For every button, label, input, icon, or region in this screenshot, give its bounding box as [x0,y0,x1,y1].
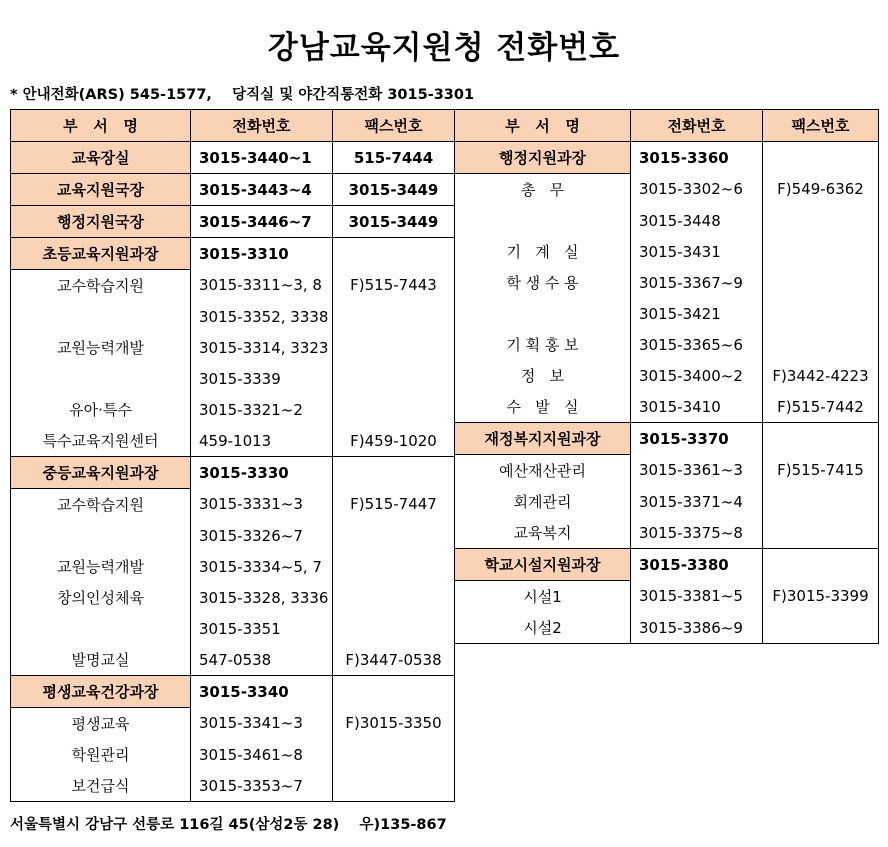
right-directory-table [454,109,879,644]
fax-cell-empty [333,457,455,489]
header-phone: 전화번호 [191,110,333,142]
dept-fax: 3015-3449 [333,174,455,206]
table-row [455,391,879,423]
unit-phone: 3015-3410 [631,391,763,423]
table-row [11,394,455,425]
fax-cell-empty [763,423,879,455]
unit-phone: 3015-3328, 3336 [191,582,333,613]
unit-phone: 3015-3365~6 [631,329,763,360]
dept-name: 초등교육지원과장 [11,238,191,270]
dept-fax: 515-7444 [333,142,455,174]
address-line: 서울특별시 강남구 선릉로 116길 45(삼성2동 28) 우)135-867 [10,817,447,833]
unit-name: 예산재산관리 [455,455,631,487]
unit-phone: 3015-3361~3 [631,455,763,487]
dept-phone: 3015-3360 [631,142,763,174]
left-directory-table [10,109,455,802]
table-row [11,270,455,302]
unit-phone: 3015-3341~3 [191,708,333,740]
unit-name: 교수학습지원 [11,270,191,302]
unit-phone: 3015-3351 [191,613,333,644]
fax-cell-empty [763,205,879,236]
unit-name: 회계관리 [455,486,631,517]
unit-name: 정 보 [455,360,631,391]
table-row [11,301,455,332]
header-row [455,110,879,142]
header-dept: 부 서 명 [11,110,191,142]
fax-cell-empty [333,238,455,270]
dept-phone: 3015-3440~1 [191,142,333,174]
fax-cell-empty [763,236,879,267]
table-row [11,770,455,802]
table-row [11,739,455,770]
table-row [455,486,879,517]
info-line: * 안내전화(ARS) 545-1577, 당직실 및 야간직통전화 3015-3301 [10,87,475,103]
dept-phone: 3015-3446~7 [191,206,333,238]
unit-phone: 3015-3386~9 [631,612,763,644]
table-row [11,489,455,521]
unit-fax: F)3015-3350 [333,708,455,740]
dept-phone: 3015-3310 [191,238,333,270]
page-title: 강남교육지원청 전화번호 [267,30,621,66]
fax-cell-empty [333,551,455,582]
table-row [455,329,879,360]
table-row [11,551,455,582]
table-row [455,581,879,613]
unit-name [455,205,631,236]
unit-name: 평생교육 [11,708,191,740]
table-row [11,363,455,394]
unit-fax: F)515-7443 [333,270,455,302]
dept-name: 교육지원국장 [11,174,191,206]
dept-name: 재정복지지원과장 [455,423,631,455]
fax-cell-empty [333,394,455,425]
dept-name: 중등교육지원과장 [11,457,191,489]
table-row [11,238,455,270]
dept-phone: 3015-3330 [191,457,333,489]
fax-cell-empty [333,363,455,394]
table-row [455,423,879,455]
unit-name: 보건급식 [11,770,191,802]
unit-name [11,520,191,551]
fax-cell-empty [763,517,879,549]
fax-cell-empty [333,739,455,770]
unit-phone: 3015-3461~8 [191,739,333,770]
table-row [455,236,879,267]
dept-phone: 3015-3443~4 [191,174,333,206]
dept-name: 교육장실 [11,142,191,174]
fax-cell-empty [763,298,879,329]
dept-phone: 3015-3340 [191,676,333,708]
unit-phone: 3015-3302~6 [631,174,763,206]
unit-fax: F)515-7447 [333,489,455,521]
dept-name: 행정지원과장 [455,142,631,174]
table-row [11,613,455,644]
table-row [11,644,455,676]
dept-fax: 3015-3449 [333,206,455,238]
table-row [11,708,455,740]
unit-phone: 3015-3339 [191,363,333,394]
table-row [11,425,455,457]
table-row [11,206,455,238]
unit-name: 수 발 실 [455,391,631,423]
dept-name: 행정지원국장 [11,206,191,238]
unit-name [11,613,191,644]
table-row [455,612,879,644]
table-row [455,267,879,298]
unit-phone: 459-1013 [191,425,333,457]
table-row [455,174,879,206]
unit-name: 교원능력개발 [11,551,191,582]
table-row [11,457,455,489]
unit-name: 학 생 수 용 [455,267,631,298]
unit-fax: F)459-1020 [333,425,455,457]
unit-phone: 3015-3448 [631,205,763,236]
unit-phone: 3015-3353~7 [191,770,333,802]
unit-fax: F)3015-3399 [763,581,879,613]
table-row [455,142,879,174]
table-row [455,517,879,549]
unit-phone: 3015-3367~9 [631,267,763,298]
unit-phone: 3015-3431 [631,236,763,267]
unit-name: 특수교육지원센터 [11,425,191,457]
unit-phone: 3015-3331~3 [191,489,333,521]
unit-name: 총 무 [455,174,631,206]
unit-phone: 3015-3381~5 [631,581,763,613]
table-row [11,520,455,551]
unit-name [455,298,631,329]
unit-phone: 3015-3371~4 [631,486,763,517]
fax-cell-empty [763,267,879,298]
dept-phone: 3015-3370 [631,423,763,455]
table-row [455,205,879,236]
header-fax: 팩스번호 [763,110,879,142]
unit-name: 교육복지 [455,517,631,549]
fax-cell-empty [333,520,455,551]
table-row [455,360,879,391]
dept-name: 학교시설지원과장 [455,549,631,581]
unit-phone: 3015-3326~7 [191,520,333,551]
header-dept: 부 서 명 [455,110,631,142]
unit-name: 창의인성체육 [11,582,191,613]
fax-cell-empty [763,612,879,644]
unit-fax: F)515-7442 [763,391,879,423]
unit-phone: 3015-3314, 3323 [191,332,333,363]
fax-cell-empty [763,142,879,174]
unit-name [11,363,191,394]
unit-phone: 3015-3400~2 [631,360,763,391]
dept-name: 평생교육건강과장 [11,676,191,708]
unit-name: 기 획 홍 보 [455,329,631,360]
fax-cell-empty [763,486,879,517]
header-phone: 전화번호 [631,110,763,142]
table-row [11,174,455,206]
table-row [11,142,455,174]
table-row [455,298,879,329]
unit-name: 시설1 [455,581,631,613]
unit-name: 교수학습지원 [11,489,191,521]
table-row [11,582,455,613]
unit-phone: 3015-3311~3, 8 [191,270,333,302]
unit-fax: F)3442-4223 [763,360,879,391]
fax-cell-empty [333,613,455,644]
unit-phone: 3015-3375~8 [631,517,763,549]
fax-cell-empty [333,676,455,708]
unit-name: 교원능력개발 [11,332,191,363]
dept-phone: 3015-3380 [631,549,763,581]
unit-phone: 547-0538 [191,644,333,676]
unit-name: 학원관리 [11,739,191,770]
unit-name: 기 계 실 [455,236,631,267]
table-row [455,549,879,581]
table-row [11,332,455,363]
fax-cell-empty [333,770,455,802]
fax-cell-empty [763,329,879,360]
unit-fax: F)549-6362 [763,174,879,206]
unit-fax: F)515-7415 [763,455,879,487]
fax-cell-empty [333,582,455,613]
header-fax: 팩스번호 [333,110,455,142]
unit-name: 유아·특수 [11,394,191,425]
fax-cell-empty [333,301,455,332]
table-row [11,676,455,708]
unit-phone: 3015-3421 [631,298,763,329]
table-row [455,455,879,487]
unit-phone: 3015-3321~2 [191,394,333,425]
unit-phone: 3015-3334~5, 7 [191,551,333,582]
fax-cell-empty [333,332,455,363]
unit-name [11,301,191,332]
fax-cell-empty [763,549,879,581]
header-row [11,110,455,142]
unit-fax: F)3447-0538 [333,644,455,676]
unit-name: 시설2 [455,612,631,644]
unit-phone: 3015-3352, 3338 [191,301,333,332]
unit-name: 발명교실 [11,644,191,676]
